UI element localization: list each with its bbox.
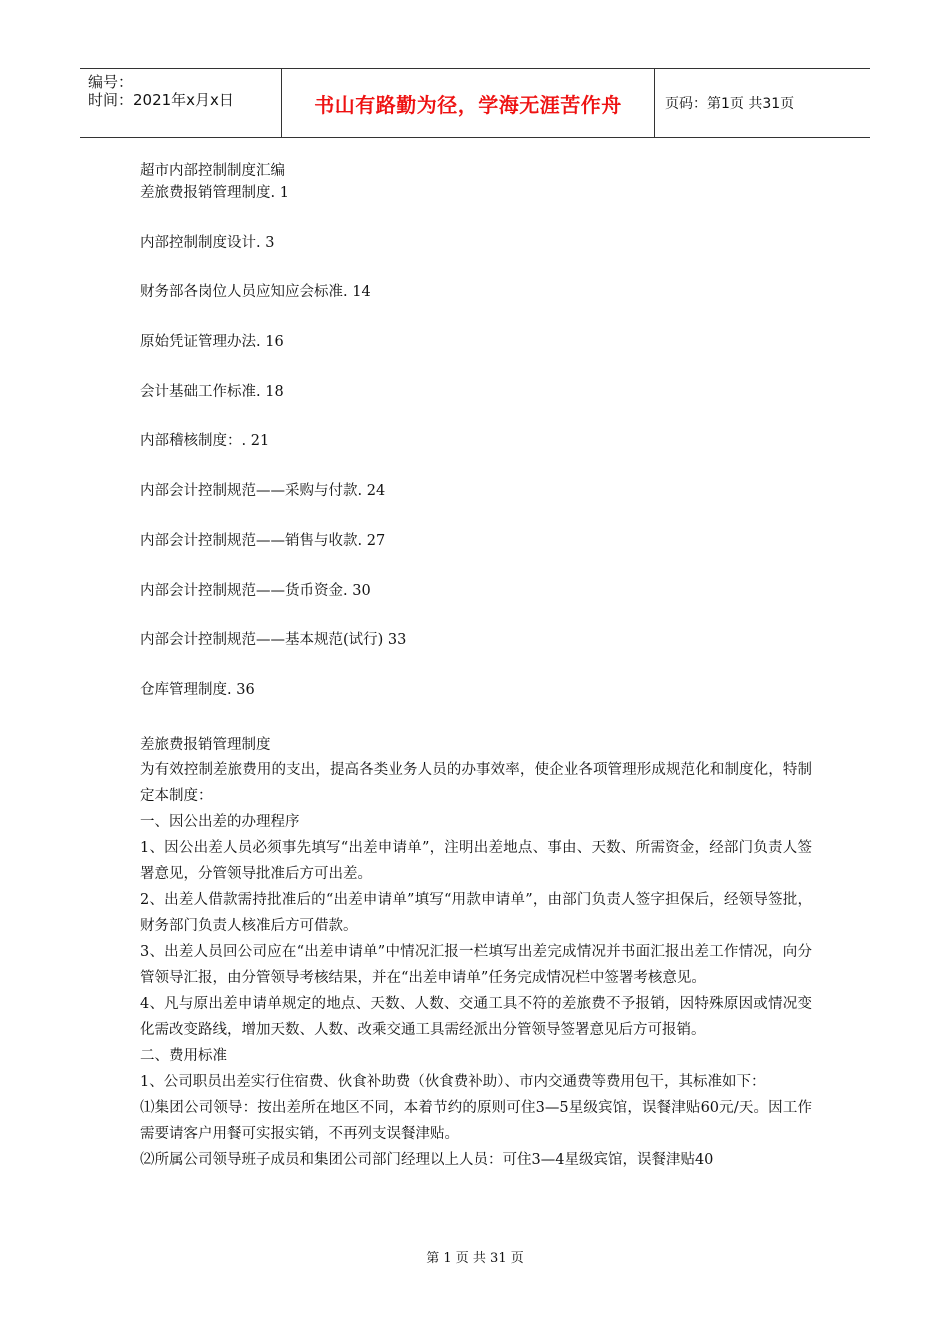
footer-page-number: 第 1 页 共 31 页 bbox=[426, 1251, 524, 1266]
header-motto-cell bbox=[281, 69, 655, 137]
document-content bbox=[140, 160, 812, 1173]
toc-item[interactable]: 内部会计控制规范——销售与收款. 27 bbox=[140, 532, 386, 549]
toc-title: 超市内部控制制度汇编 bbox=[140, 163, 285, 179]
paragraph: 4、凡与原出差申请单规定的地点、天数、人数、交通工具不符的差旅费不予报销，因特殊原因或情况变化需改变路线，增加天数、人数、改乘交通工具需经派出分管领导签署意见后方可报销。 bbox=[140, 995, 812, 1038]
toc-item[interactable]: 内部会计控制规范——货币资金. 30 bbox=[140, 582, 371, 599]
toc-list bbox=[140, 182, 812, 729]
paragraph: ⑴集团公司领导：按出差所在地区不同，本着节约的原则可住3—5星级宾馆，误餐津贴60元/天。因工作需要请客户用餐可实报实销，不再列支误餐津贴。 bbox=[140, 1099, 812, 1142]
paragraph: 为有效控制差旅费用的支出，提高各类业务人员的办事效率，使企业各项管理形成规范化和制度化，特制定本制度： bbox=[140, 761, 812, 804]
paragraph: 1、公司职员出差实行住宿费、伙食补助费（伙食费补助）、市内交通费等费用包干，其标准如下： bbox=[140, 1073, 766, 1090]
toc-item[interactable]: 差旅费报销管理制度. 1 bbox=[140, 185, 289, 201]
document-time-label: 时间：2021年x月x日 bbox=[88, 91, 234, 109]
toc-item[interactable]: 原始凭证管理办法. 16 bbox=[140, 334, 284, 351]
page-footer bbox=[0, 1247, 950, 1266]
page-header bbox=[80, 68, 870, 138]
paragraph: 2、出差人借款需持批准后的“出差申请单”填写“用款申请单”，由部门负责人签字担保后，经领导签批，财务部门负责人核准后方可借款。 bbox=[140, 891, 812, 934]
toc-item[interactable]: 内部稽核制度：. 21 bbox=[140, 433, 270, 450]
paragraph: ⑵所属公司领导班子成员和集团公司部门经理以上人员：可住3—4星级宾馆，误餐津贴40 bbox=[140, 1151, 714, 1168]
header-page-info: 页码：第1页 共31页 bbox=[665, 96, 795, 112]
paragraph: 一、因公出差的办理程序 bbox=[140, 813, 300, 830]
paragraph: 1、因公出差人员必须事先填写“出差申请单”，注明出差地点、事由、天数、所需资金，经部门负责人签署意见，分管领导批准后方可出差。 bbox=[140, 839, 812, 882]
paragraph: 3、出差人员回公司应在“出差申请单”中情况汇报一栏填写出差完成情况并书面汇报出差工作情况，向分管领导汇报，由分管领导考核结果，并在“出差申请单”任务完成情况栏中签署考核意见。 bbox=[140, 943, 812, 986]
paragraph: 二、费用标准 bbox=[140, 1047, 227, 1064]
toc-item[interactable]: 内部会计控制规范——基本规范(试行) 33 bbox=[140, 632, 407, 649]
toc-item[interactable]: 财务部各岗位人员应知应会标准. 14 bbox=[140, 284, 371, 301]
toc-item[interactable]: 仓库管理制度. 36 bbox=[140, 681, 255, 698]
header-meta bbox=[80, 69, 281, 137]
section-title: 差旅费报销管理制度 bbox=[140, 736, 271, 753]
toc-item[interactable]: 内部控制制度设计. 3 bbox=[140, 234, 275, 251]
toc-item[interactable]: 内部会计控制规范——采购与付款. 24 bbox=[140, 483, 386, 500]
header-page-info-cell bbox=[655, 69, 870, 137]
document-number-label: 编号： bbox=[88, 73, 134, 91]
toc-item[interactable]: 会计基础工作标准. 18 bbox=[140, 383, 284, 400]
header-motto: 书山有路勤为径，学海无涯苦作舟 bbox=[314, 92, 622, 117]
